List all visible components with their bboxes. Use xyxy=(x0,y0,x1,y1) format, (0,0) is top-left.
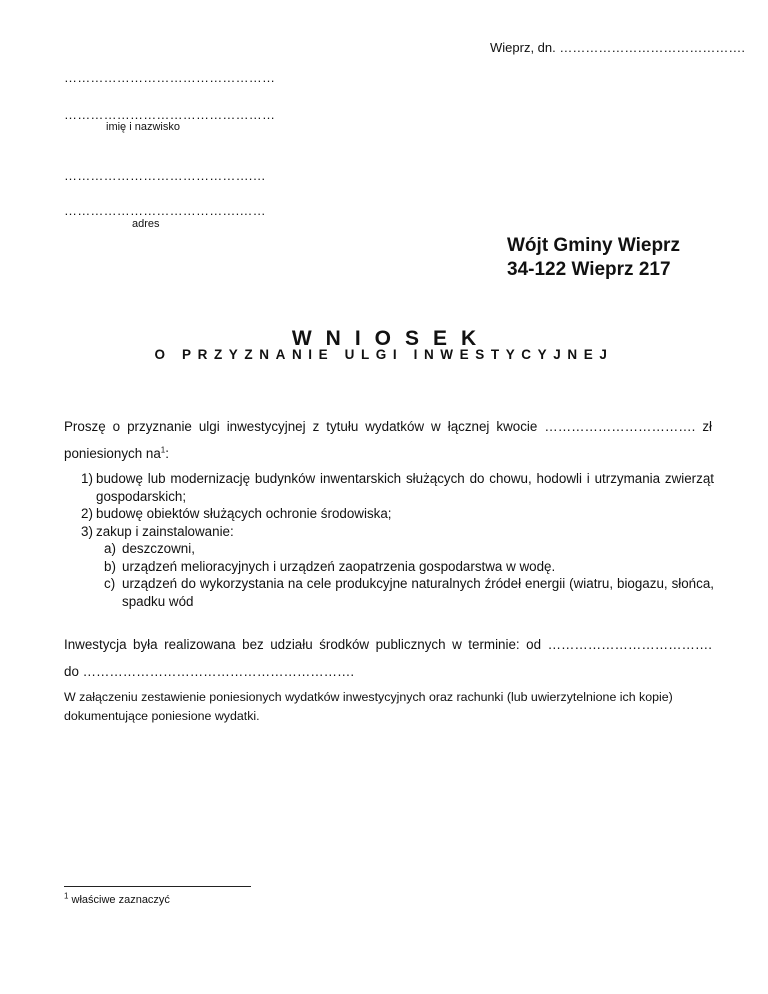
investment-line-2: do ……………………………………………………. xyxy=(64,664,355,679)
request-line-2-end: : xyxy=(165,446,169,461)
attachment-note: W załączeniu zestawienie poniesionych wydatków inwestycyjnych oraz rachunki (lub uwierzytelnione ich kopie) dokumentujące poniesione wydatki. xyxy=(64,690,673,723)
request-paragraph xyxy=(64,413,712,467)
sub-list-item-text: deszczowni, xyxy=(122,541,195,556)
sub-list-item xyxy=(96,575,714,610)
request-line-1: Proszę o przyznanie ulgi inwestycyjnej z tytułu wydatków w łącznej kwocie ……………………………. zł xyxy=(64,419,712,434)
document-title: WNIOSEK xyxy=(291,327,491,350)
sub-list-item-letter: a) xyxy=(104,541,116,556)
sub-list-item-text: urządzeń melioracyjnych i urządzeń zaopatrzenia gospodarstwa w wodę. xyxy=(122,558,556,574)
sub-list xyxy=(96,540,714,610)
request-line-2 xyxy=(64,446,169,461)
address-dotted-line-1: …………………………………….… xyxy=(64,168,266,183)
list-item xyxy=(64,523,714,611)
recipient-name: Wójt Gminy Wieprz xyxy=(507,235,680,256)
footnote-separator xyxy=(64,886,251,887)
footnote-text: właściwe zaznaczyć xyxy=(71,894,170,906)
list-item-text: budowę lub modernizację budynków inwentarskich służących do chowu, hodowli i utrzymania zwierząt gospodarskich; xyxy=(96,471,714,504)
list-item-number: 3) xyxy=(81,523,93,539)
sub-list-item-letter: c) xyxy=(104,576,116,591)
investment-paragraph xyxy=(64,631,712,685)
recipient-address: 34-122 Wieprz 217 xyxy=(507,259,671,280)
sub-list-item-text: urządzeń do wykorzystania na cele produkcyjne naturalnych źródeł energii (wiatru, biogazu, słońca, spadku wód xyxy=(122,576,714,609)
expense-type-list xyxy=(64,470,714,610)
list-item-text: budowę obiektów służących ochronie środowiska; xyxy=(96,506,392,521)
name-dotted-line-2: ………………………………………… xyxy=(64,107,276,122)
address-dotted-line-2: ………………………………….…… xyxy=(64,203,266,218)
sub-list-item xyxy=(96,558,714,576)
footnote-marker: 1 xyxy=(64,891,69,901)
sub-list-item xyxy=(96,540,714,558)
footnote xyxy=(64,891,170,906)
document-subtitle: O PRZYZNANIE ULGI INWESTYCYJNEJ xyxy=(154,347,614,362)
address-caption: adres xyxy=(132,218,160,230)
list-item-number: 1) xyxy=(81,471,93,486)
list-item xyxy=(64,505,714,523)
list-item-number: 2) xyxy=(81,506,93,521)
request-line-2-text: poniesionych na xyxy=(64,446,161,461)
place-date-line: Wieprz, dn. ……………………………………. xyxy=(490,40,745,55)
footnote-ref: 1 xyxy=(160,445,166,455)
investment-line-1: Inwestycja była realizowana bez udziału środków publicznych w terminie: od ………………………………. xyxy=(64,637,712,652)
sub-list-item-letter: b) xyxy=(104,558,116,574)
name-caption: imię i nazwisko xyxy=(106,121,180,133)
name-dotted-line-1: ………………………………………… xyxy=(64,70,276,85)
list-item-text: zakup i zainstalowanie: xyxy=(96,523,234,539)
list-item xyxy=(64,470,714,505)
